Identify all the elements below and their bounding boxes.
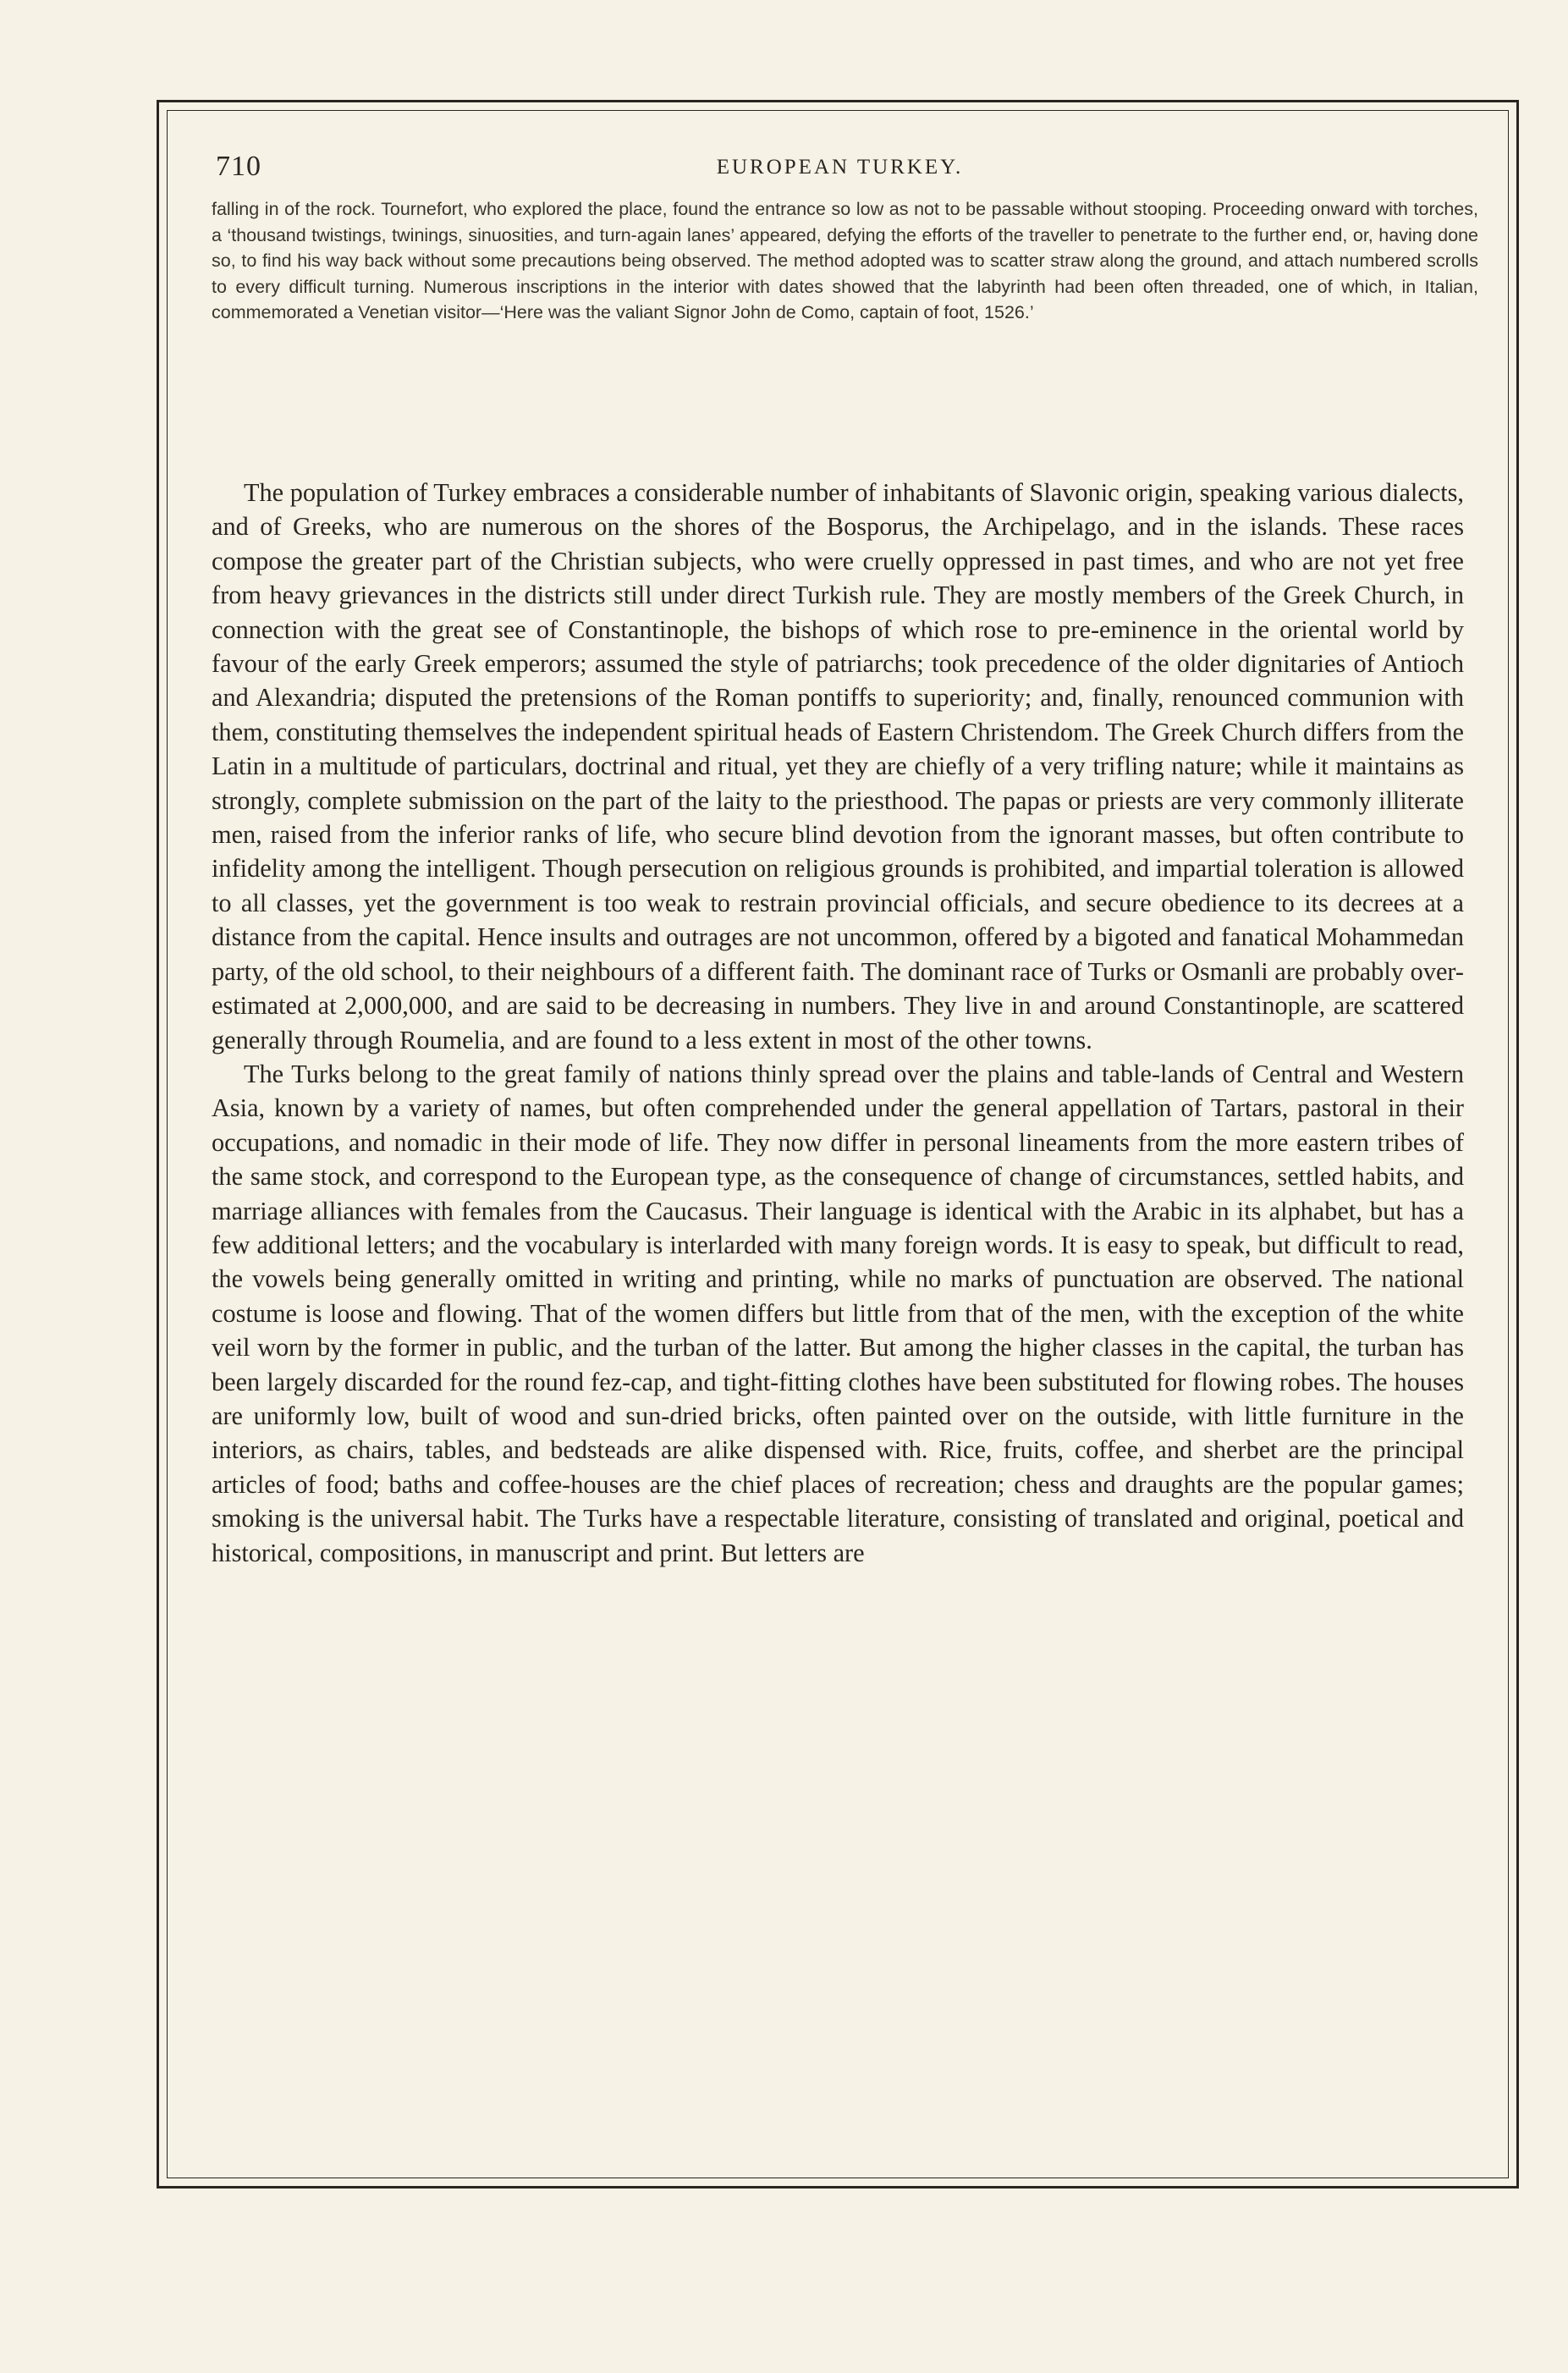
body-paragraph-2: The Turks belong to the great family of nations thinly spread over the plains and table-lands of Central and Western Asia, known by a variety of names, but often comprehended under the general appellation of Tartars, pastoral in their occupations, and nomadic in their mode of life. They now differ in personal lineaments from the more eastern tribes of the same stock, and correspond to the European type, as the consequence of change of circumstances, settled habits, and marriage alliances with females from the Caucasus. Their language is identical with the Arabic in its alphabet, but has a few additional letters; and the vocabulary is interlarded with many foreign words. It is easy to speak, but difficult to read, the vowels being generally omitted in writing and printing, while no marks of punctuation are observed. The national costume is loose and flowing. That of the women differs but little from that of the men, with the exception of the white veil worn by the former in public, and the turban of the latter. But among the higher classes in the capital, the turban has been largely discarded for the round fez-cap, and tight-fitting clothes have been substituted for flowing robes. The houses are uniformly low, built of wood and sun-dried bricks, often painted over on the outside, with little furniture in the interiors, as chairs, tables, and bedsteads are alike dispensed with. Rice, fruits, coffee, and sherbet are the principal articles of food; baths and coffee-houses are the chief places of recreation; chess and draughts are the popular games; smoking is the universal habit. The Turks have a respectable literature, consisting of translated and original, poetical and historical, compositions, in manuscript and print. But letters are xyxy=(212,1059,1464,1567)
quote-paragraph: falling in of the rock. Tournefort, who explored the place, found the entrance so low as not to be passable without stooping. Proceeding onward with torches, a ‘thousand twistings, twinings, sinuosities, and turn-again lanes’ appeared, defying the efforts of the traveller to penetrate to the further end, or, having done so, to find his way back without some precautions being observed. The method adopted was to scatter straw along the ground, and attach numbered scrolls to every difficult turning. Numerous inscriptions in the interior with dates showed that the labyrinth had been often threaded, one of which, in Italian, commemorated a Venetian visitor—‘Here was the valiant Signor John de Como, captain of foot, 1526.’ xyxy=(212,199,1478,322)
page-header xyxy=(216,151,1464,193)
body-text xyxy=(212,476,1464,1570)
running-title: EUROPEAN TURKEY. xyxy=(716,156,964,179)
quoted-passage xyxy=(212,196,1478,326)
page-number: 710 xyxy=(216,151,261,182)
body-paragraph-1: The population of Turkey embraces a considerable number of inhabitants of Slavonic origin, speaking various dialects, and of Greeks, who are numerous on the shores of the Bosporus, the Archipelago, and in the islands. These races compose the greater part of the Christian subjects, who were cruelly oppressed in past times, and who are not yet free from heavy grievances in the districts still under direct Turkish rule. They are mostly members of the Greek Church, in connection with the great see of Constantinople, the bishops of which rose to pre-eminence in the oriental world by favour of the early Greek emperors; assumed the style of patriarchs; took precedence of the older dignitaries of Antioch and Alexandria; disputed the pretensions of the Roman pontiffs to superiority; and, finally, renounced communion with them, constituting themselves the independent spiritual heads of Eastern Christendom. The Greek Church differs from the Latin in a multitude of particulars, doctrinal and ritual, yet they are chiefly of a very trifling nature; while it maintains as strongly, complete submission on the part of the laity to the priesthood. The papas or priests are very commonly illiterate men, raised from the inferior ranks of life, who secure blind devotion from the ignorant masses, but often contribute to infidelity among the intelligent. Though persecution on religious grounds is prohibited, and impartial toleration is allowed to all classes, yet the government is too weak to restrain provincial officials, and secure obedience to its decrees at a distance from the capital. Hence insults and outrages are not uncommon, offered by a bigoted and fanatical Mohammedan party, of the old school, to their neighbours of a different faith. The dominant race of Turks or Osmanli are probably over-estimated at 2,000,000, and are said to be decreasing in numbers. They live in and around Constantinople, are scattered generally through Roumelia, and are found to a less extent in most of the other towns. xyxy=(212,478,1464,1054)
